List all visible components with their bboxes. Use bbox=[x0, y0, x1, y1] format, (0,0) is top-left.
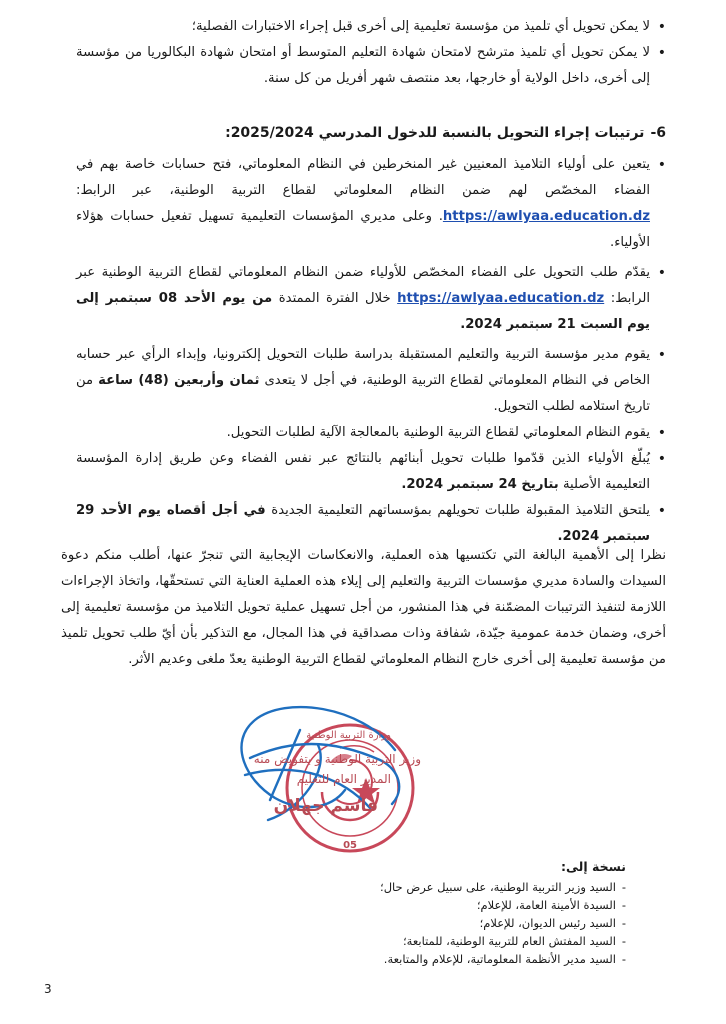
copies-list bbox=[106, 858, 626, 968]
seal-text: وزارة التربية الوطنية bbox=[306, 730, 391, 741]
copy-recipient: - السيد مدير الأنظمة المعلوماتية، للإعلام والمتابعة. bbox=[106, 950, 626, 968]
bullet-item: • يتعين على أولياء التلاميذ المعنيين غير المنخرطين في النظام المعلوماتي، فتح حسابات خاصة بهم في الفضاء المخصّص لهم ضمن النظام المعلوماتي لقطاع التربية الوطنية، عبر الرابط: https://awlyaa.education.dz. وعلى مديري المؤسسات التعليمية تسهيل تفعيل حسابات هؤلاء الأولياء. bbox=[76, 152, 666, 256]
section-heading bbox=[225, 125, 666, 141]
bullet-item: • يقدّم طلب التحويل على الفضاء المخصّص للأولياء ضمن النظام المعلوماتي لقطاع التربية الوطنية عبر الرابط: https://awlyaa.education.dz خلال الفترة الممتدة من يوم الأحد 08 سبتمبر إلى يوم السبت 21 سبتمبر 2024. bbox=[76, 260, 666, 338]
bullet-item: • لا يمكن تحويل أي تلميذ من مؤسسة تعليمية إلى أخرى قبل إجراء الاختبارات الفصلية؛ bbox=[76, 14, 666, 40]
top-bullets bbox=[76, 14, 666, 92]
copy-recipient: - السيد المفتش العام للتربية الوطنية، للمتابعة؛ bbox=[106, 932, 626, 950]
signatory-name: قاسم جهلان bbox=[273, 796, 378, 816]
bullet-item: • لا يمكن تحويل أي تلميذ مترشح لامتحان شهادة التعليم المتوسط أو امتحان شهادة البكالوريا من مؤسسة إلى أخرى، داخل الولاية أو خارجها، بعد منتصف شهر أفريل من كل سنة. bbox=[76, 40, 666, 92]
awlyaa-link[interactable]: https://awlyaa.education.dz bbox=[397, 291, 605, 306]
signature-line1: وزير التربية الوطنية و بتفويض منه bbox=[253, 752, 421, 766]
bullet-item: • يقوم مدير مؤسسة التربية والتعليم المستقبلة بدراسة طلبات التحويل إلكترونيا، وإبداء الرأي عبر حسابه الخاص في النظام المعلوماتي لقطاع التربية الوطنية، في أجل لا يتعدى ثمان وأربعين (48) ساعة من تاريخ استلامه لطلب التحويل. bbox=[76, 342, 666, 420]
bullet-item: • يلتحق التلاميذ المقبولة طلبات تحويلهم بمؤسساتهم التعليمية الجديدة في أجل أقصاه يوم الأحد 29 سبتمبر 2024. bbox=[76, 498, 666, 550]
section-number: 6- bbox=[650, 125, 666, 141]
awlyaa-link[interactable]: https://awlyaa.education.dz bbox=[442, 209, 650, 224]
signature-area bbox=[0, 700, 726, 860]
copy-recipient: - السيد رئيس الديوان، للإعلام؛ bbox=[106, 914, 626, 932]
copy-recipient: - السيد وزير التربية الوطنية، على سبيل عرض حال؛ bbox=[106, 878, 626, 896]
signature-line2: المدير العام للتعليم bbox=[296, 772, 391, 786]
section-title: ترتيبات إجراء التحويل بالنسبة للدخول المدرسي 2025/2024: bbox=[225, 125, 645, 141]
copy-recipient: - السيدة الأمينة العامة، للإعلام؛ bbox=[106, 896, 626, 914]
section-bullets bbox=[76, 152, 666, 550]
bullet-item: • يُبلّغ الأولياء الذين قدّموا طلبات تحويل أبنائهم بالنتائج عبر نفس الفضاء وعن طريق إدارة المؤسسة التعليمية الأصلية بتاريخ 24 سبتمبر 2024. bbox=[76, 446, 666, 498]
page-number: 3 bbox=[44, 982, 52, 996]
closing-paragraph: نظرا إلى الأهمية البالغة التي تكتسيها هذه العملية، والانعكاسات الإيجابية التي تنجرّ عنها، أطلب منكم دعوة السيدات والسادة مديري مؤسسات التربية والتعليم إلى إيلاء هذه العملية العناية التي تستحقّها، واتخاذ الإجراءات اللازمة لتنفيذ الترتيبات المضمّنة في هذا المنشور، من أجل تسهيل عملية تحويل التلاميذ من مؤسسة تعليمية إلى أخرى، وضمان خدمة عمومية جيّدة، شفافة وذات مصداقية في هذا المجال، مع التذكير بأن أيّ طلب تحويل تلميذ من مؤسسة تعليمية إلى أخرى خارج النظام المعلوماتي لقطاع التربية الوطنية يعدّ ملغى وعديم الأثر. bbox=[61, 548, 666, 667]
seal-number: 05 bbox=[343, 840, 357, 851]
bullet-item: • يقوم النظام المعلوماتي لقطاع التربية الوطنية بالمعالجة الآلية لطلبات التحويل. bbox=[76, 420, 666, 446]
copies-title: نسخة إلى: bbox=[561, 859, 626, 874]
